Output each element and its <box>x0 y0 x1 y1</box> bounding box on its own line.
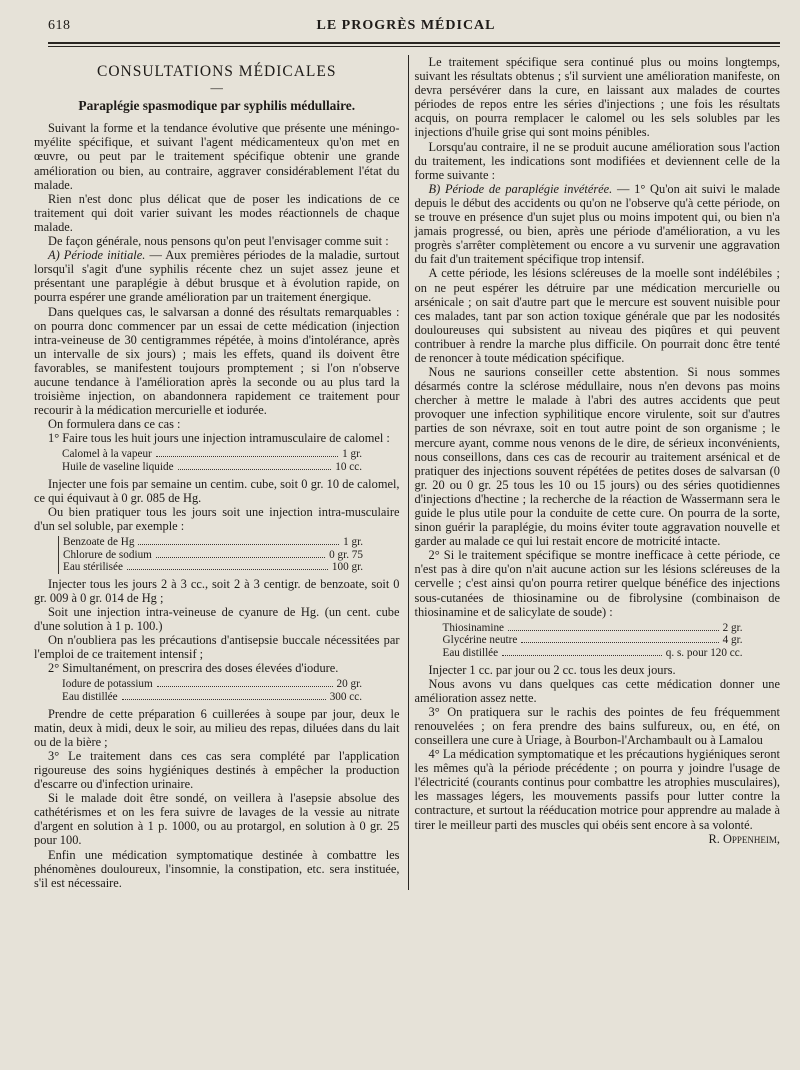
paragraph: Injecter tous les jours 2 à 3 cc., soit 2 à 3 centigr. de benzoate, soit 0 gr. 009 à 0 gr. 014 de Hg ; <box>34 576 400 605</box>
quantity: 100 gr. <box>331 561 363 574</box>
ingredient: Glycérine neutre <box>442 634 518 647</box>
leader-dots <box>157 686 333 687</box>
paragraph: 3° On pratiquera sur le rachis des pointes de feu fréquemment renouvelées ; on fera prendre des bains sulfureux, ou, en été, on conseillera une cure à Uriage, à Bourbon-l'Archambault ou à Lamalou <box>414 704 780 747</box>
paragraph: On formulera dans ce cas : <box>48 417 181 432</box>
ingredient: Eau distillée <box>442 646 499 659</box>
period-label: B) Période de paraplégie invétérée. <box>428 181 613 196</box>
paragraph: Rien n'est donc plus délicat que de poser les indications de ce traitement qui doit varier suivant les modes réactionnels de chaque malade. <box>34 191 400 234</box>
prescription-line <box>62 448 362 461</box>
paragraph: Ou bien pratiquer tous les jours soit une injection intra-musculaire d'un sel soluble, par exemple : <box>34 504 400 533</box>
prescription-line <box>62 461 362 474</box>
prescription-line <box>63 561 363 574</box>
paragraph-text: — 1° Qu'on ait suivi le malade depuis le début des accidents ou qu'on ne l'observe qu'à cette période, on se trouve en présence d'un sujet plus ou moins impotent qui, ou bien n'a jamais progressé, ou bien, après une période d'amélioration, a vu les progrès s'arrêter complètement ou encore a vu survenir une aggravation du fait d'un traitement spécifique trop intensif. <box>414 181 780 267</box>
paragraph-text: — Aux premières périodes de la maladie, surtout lorsqu'il s'agit d'une syphilis récente chez un sujet assez jeune et présentant une paraplégie à début brusque et à évolution rapide, on pourra espérer une grande amélioration par un traitement énergique. <box>34 248 400 305</box>
paragraph: Suivant la forme et la tendance évolutive que présente une méningo-myélite spécifique, et suivant l'agent médicamenteux qu'on met en œuvre, ou peut par le traitement spécifique obtenir une grande amélioration ou bien, au contraire, aggraver considérablement l'état du malade. <box>34 121 400 192</box>
paragraph: Injecter une fois par semaine un centim. cube, soit 0 gr. 10 de calomel, ce qui équivaut à 0 gr. 085 de Hg. <box>34 476 400 505</box>
quantity: 20 gr. <box>336 678 362 691</box>
author-name: R. Oppenheim, <box>708 831 780 846</box>
ingredient: Eau distillée <box>62 691 118 704</box>
prescription-line <box>63 536 363 549</box>
leader-dots <box>156 557 325 558</box>
prescription-calomel <box>62 448 362 473</box>
prescription-line <box>62 678 362 691</box>
quantity: q. s. pour 120 cc. <box>665 646 743 659</box>
ingredient: Chlorure de sodium <box>63 548 152 561</box>
quantity: 4 gr. <box>722 634 743 647</box>
leader-dots <box>156 456 338 457</box>
prescription-line <box>443 622 743 635</box>
paragraph: 2° Si le traitement spécifique se montre inefficace à cette période, ce n'est pas à dire qu'on n'ait aucune action sur les lésions scléreuses de la cervelle ; c'est ainsi qu'on pourra retirer quelque bénéfice des injections sous-cutanées de thiosinamine ou de fibrolysine (combinaison de thiosinamine et de salicylate de soude) : <box>414 548 780 619</box>
column-divider <box>408 55 409 890</box>
leader-dots <box>138 544 339 545</box>
paragraph: 3° Le traitement dans ces cas sera complété par l'application rigoureuse des soins hygiéniques destinés à empêcher la production d'escarre ou d'infection urinaire. <box>34 748 400 792</box>
leader-dots <box>521 642 718 643</box>
paragraph: Prendre de cette préparation 6 cuillerées à soupe par jour, deux le matin, deux à midi, deux le soir, au milieu des repas, diluées dans du lait ou de la bière ; <box>34 706 400 749</box>
paragraph-period-invétérée <box>415 182 781 267</box>
prescription-iodure <box>62 678 362 703</box>
article-title: Paraplégie spasmodique par syphilis médullaire. <box>78 98 356 114</box>
paragraph-period-initiale <box>34 248 400 304</box>
quantity: 1 gr. <box>343 536 363 548</box>
paragraph: Nous avons vu dans quelques cas cette médication donner une amélioration assez nette. <box>414 676 780 705</box>
paragraph: Soit une injection intra-veineuse de cyanure de Hg. (un cent. cube d'une solution à 1 p. 100.) <box>34 604 400 634</box>
quantity: 0 gr. 75 <box>329 548 363 561</box>
ingredient: Iodure de potassium <box>62 678 153 691</box>
prescription-thiosinamine <box>443 622 743 660</box>
leader-dots <box>178 469 332 470</box>
article-columns <box>32 55 780 890</box>
ingredient: Eau stérilisée <box>63 561 123 574</box>
ingredient: Calomel à la vapeur <box>62 448 152 461</box>
prescription-benzoate <box>58 536 363 574</box>
quantity: 1 gr. <box>342 448 362 461</box>
leader-dots <box>127 569 328 570</box>
prescription-line <box>63 549 363 562</box>
paragraph: Enfin une médication symptomatique destinée à combattre les phénomènes douloureux, l'insomnie, la constipation, etc. sera instituée, s'il est nécessaire. <box>34 847 400 890</box>
paragraph: Nous ne saurions conseiller cette abstention. Si nous sommes désarmés contre la sclérose médullaire, nous n'en devons pas moins chercher à mettre le malade à l'abri des autres accidents que peut provoquer une infection syphilitique encore virulente, soit sur d'autres parties de son névraxe, soit en tout autre point de son organisme ; le mercure ayant, comme nous venons de le dire, de sérieux inconvénients, nous conseillons, dans ces cas de recourir au traitement arsénical et de pratiquer des injections souvent répétées de petites doses de salvarsan (0 gr. 20 ou 0 gr. 25 tous les 10 ou 15 jours) ou des séries quotidiennes d'injections d'hectine ; la recherche de la réaction de Wassermann sera le guide le plus utile pour la conduite de cette cure. On pourra de la sorte, sinon guérir la paraplégie, du moins éviter toute aggravation nouvelle et garder au malade ce qui lui restait encore de motricité intacte. <box>414 365 780 549</box>
leader-dots <box>502 655 662 656</box>
paragraph: Le traitement spécifique sera continué plus ou moins longtemps, suivant les résultats obtenus ; s'il survient une amélioration manifeste, on devra persévérer dans la cure, en laissant aux malades de courtes périodes de repos entre les séries d'injections ; une fois les résultats acquis, on pourra remplacer le calomel ou les sels solubles par les injections d'huile grise qui sont moins pénibles. <box>414 55 780 140</box>
paragraph: 4° La médication symptomatique et les précautions hygiéniques seront les mêmes qu'à la période précédente ; on pourra y joindre l'usage de l'électricité (courants continus pour combattre les atrophies musculaires), les massages légers, les mouvements passifs pour lutter contre la contracture, et surtout la rééducation motrice pour apprendre au malade à tirer le meilleur parti des muscles qui obéis sent encore à sa volonté. <box>414 747 780 832</box>
quantity: 300 cc. <box>329 691 362 704</box>
quantity: 10 cc. <box>335 461 362 474</box>
prescription-line <box>443 634 743 647</box>
paragraph: 2° Simultanément, on prescrira des doses élevées d'iodure. <box>48 661 339 676</box>
leader-dots <box>122 699 326 700</box>
section-title: CONSULTATIONS MÉDICALES <box>97 63 337 80</box>
title-dash: — <box>210 81 223 96</box>
paragraph: Injecter 1 cc. par jour ou 2 cc. tous les deux jours. <box>428 662 676 677</box>
running-header <box>32 14 780 36</box>
quantity: 2 gr. <box>722 621 743 634</box>
header-rule <box>48 42 780 44</box>
ingredient: Huile de vaseline liquide <box>62 461 174 474</box>
journal-title: LE PROGRÈS MÉDICAL <box>316 18 496 33</box>
header-rule-thin <box>48 46 780 47</box>
leader-dots <box>508 630 719 631</box>
paragraph: 1° Faire tous les huit jours une injection intramusculaire de calomel : <box>48 431 390 446</box>
paragraph: Dans quelques cas, le salvarsan a donné des résultats remarquables : on pourra donc commencer par un essai de cette médication (injection intra-veineuse de 30 centigrammes répétée, à moins d'intolérance, après un intervalle de six jours) ; mais les effets, quand ils doivent être favorables, se manifestent toujours promptement ; si l'on n'observe aucune tendance à l'amélioration après la seconde ou au plus tard la troisième injection, on abandonnera rapidement ce traitement pour recourir à la médication mercurielle et iodurée. <box>34 304 400 418</box>
paragraph: A cette période, les lésions scléreuses de la moelle sont indélébiles ; on ne peut espérer les détruire par une médication mercurielle ou arsénicale ; on sait d'autre part que le mercure est souvent nuisible pour ces malades, tant par son action toxique générale que par les nodosités douloureuses qui subsistent au niveau des piqûres et qui peuvent contribuer à rendre la marche plus difficile. On pourrait donc être tenté de renoncer à toute médication spécifique. <box>414 266 780 365</box>
prescription-line <box>443 647 743 660</box>
right-column <box>415 55 781 890</box>
paragraph: Si le malade doit être sondé, on veillera à l'asepsie absolue des cathétérismes et on les fera suivre de lavages de la vessie au nitrate d'argent en solution à 1 p. 1000, ou au protargol, en solution à 0 gr. 25 pour 100. <box>34 791 400 848</box>
ingredient: Thiosinamine <box>442 621 505 634</box>
left-column <box>32 55 400 890</box>
ingredient: Benzoate de Hg <box>63 536 135 548</box>
paragraph: Lorsqu'au contraire, il ne se produit aucune amélioration sous l'action du traitement, les indications sont modifiées et deviennent celle de la forme suivante : <box>414 139 780 182</box>
paragraph: On n'oubliera pas les précautions d'antisepsie buccale nécessitées par l'emploi de ce traitement intensif ; <box>34 633 400 662</box>
page-number: 618 <box>48 18 71 33</box>
paragraph: De façon générale, nous pensons qu'on peut l'envisager comme suit : <box>48 234 389 249</box>
period-label: A) Période initiale. <box>48 248 146 263</box>
author-signature <box>415 832 781 846</box>
prescription-line <box>62 691 362 704</box>
